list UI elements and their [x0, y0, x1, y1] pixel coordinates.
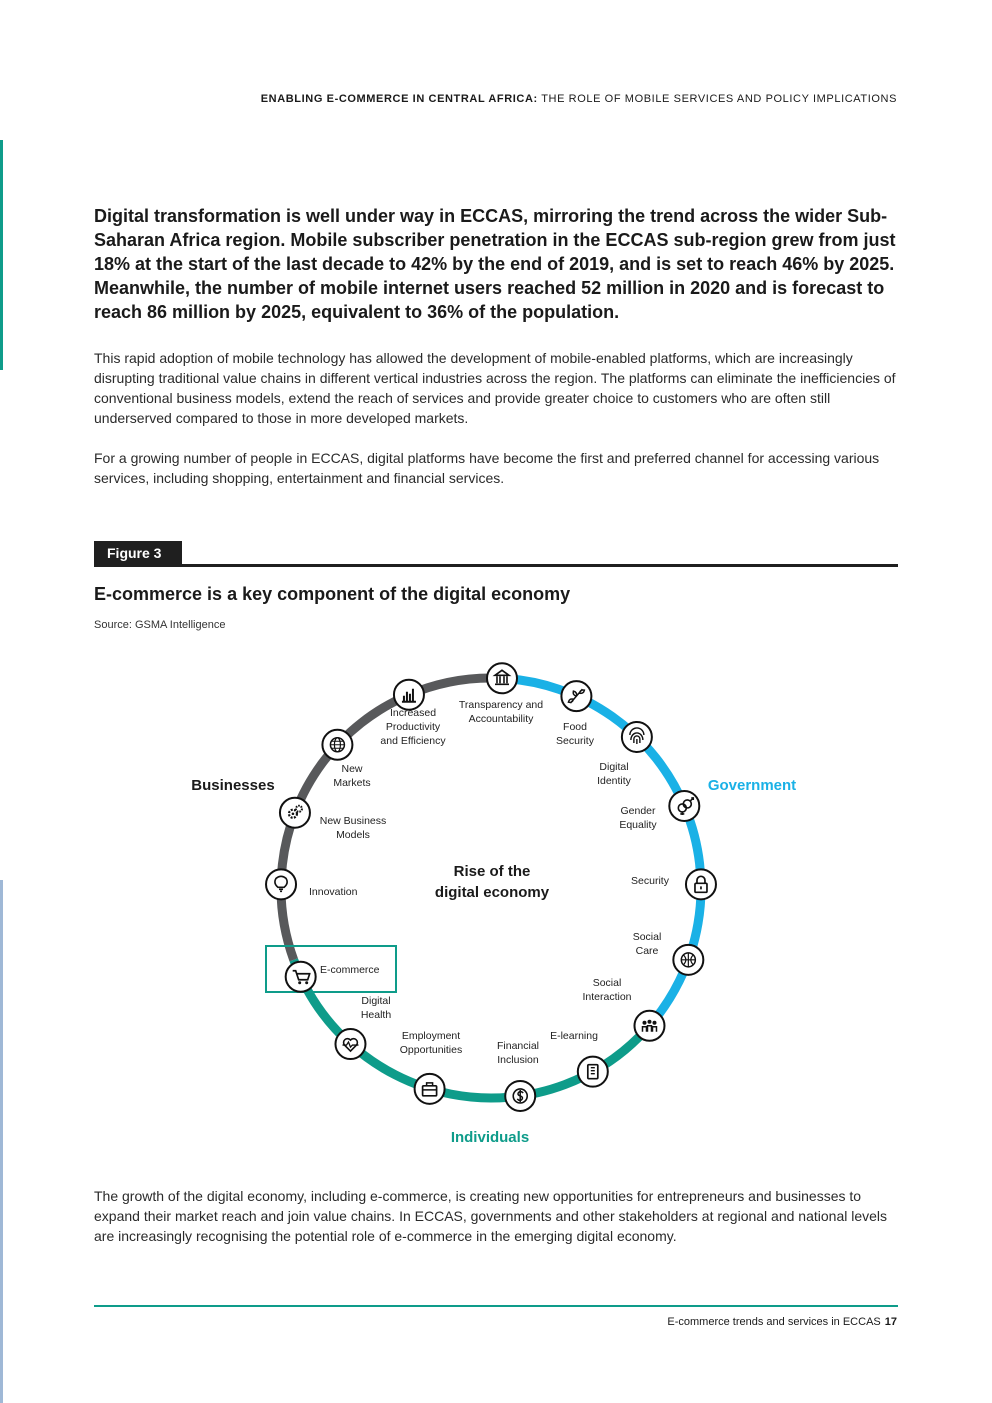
node-label	[459, 699, 543, 725]
node-transparency-and-accountability	[459, 663, 543, 725]
node-innovation	[266, 869, 358, 899]
figure-tag: Figure 3	[94, 541, 182, 566]
node-label	[631, 875, 670, 887]
center-label-line1: Rise of the	[453, 863, 531, 880]
center-label-line2: digital economy	[434, 884, 550, 901]
figure-source: Source: GSMA Intelligence	[94, 619, 226, 631]
node-label-line: Security	[631, 875, 669, 887]
node-new-business-models	[280, 798, 386, 841]
closing-paragraph: The growth of the digital economy, including e-commerce, is creating new opportunities for entrepreneurs and businesses to expand their market reach and join value chains. In ECCAS, governments and other stakeholders at regional and national levels are increasingly recognising the potential role of e-commerce in the emerging digital economy.	[94, 1188, 888, 1244]
node-label-line: Financial	[496, 1040, 540, 1052]
node-circle	[686, 869, 716, 899]
group-label-individuals: Individuals	[450, 1129, 530, 1146]
node-label-line: Inclusion	[497, 1054, 539, 1066]
node-label-line: Social	[592, 977, 622, 989]
node-label	[582, 977, 631, 1003]
node-label-line: Models	[336, 829, 370, 841]
node-label-line: Health	[360, 1009, 392, 1021]
node-label	[619, 805, 657, 831]
node-label-line: Markets	[333, 777, 371, 789]
node-label	[497, 1040, 539, 1066]
node-label-line: Innovation	[309, 886, 358, 898]
header-title-rest: THE ROLE OF MOBILE SERVICES AND POLICY IMPLICATIONS	[537, 93, 897, 105]
figure-title: E-commerce is a key component of the digital economy	[94, 584, 571, 604]
node-label-line: Employment	[401, 1030, 461, 1042]
node-label-line: Food	[563, 721, 587, 733]
node-circle	[280, 798, 310, 828]
node-label	[320, 815, 387, 841]
node-label-line: Productivity	[385, 721, 441, 733]
page-footer	[667, 1316, 897, 1328]
node-label	[361, 995, 392, 1021]
node-digital-health	[335, 995, 391, 1059]
node-label-line: Digital	[599, 761, 629, 773]
body-paragraph-1: This rapid adoption of mobile technology has allowed the development of mobile-enabled platforms, which are increasingly disrupting traditional value chains in different vertical industries across the region. The platforms can eliminate the inefficiencies of conventional business models, extend the reach of services and provide greater choice to customers who are often still underserved compared to those in more developed markets.	[94, 350, 896, 426]
header-title-bold: ENABLING E-COMMERCE IN CENTRAL AFRICA:	[260, 93, 538, 105]
node-circle	[286, 962, 316, 992]
node-label	[309, 886, 358, 898]
node-label	[556, 721, 595, 747]
body-paragraph-2: For a growing number of people in ECCAS, digital platforms have become the first and preferred channel for accessing various services, including shopping, entertainment and financial services.	[94, 450, 880, 486]
node-label-line: Gender	[620, 805, 656, 817]
page-number: 17	[884, 1316, 897, 1328]
node-label	[320, 964, 380, 976]
node-e-commerce	[286, 962, 380, 992]
node-label-line: Digital	[361, 995, 391, 1007]
node-label-line: Social	[632, 931, 662, 943]
node-label-line: Care	[635, 945, 659, 957]
footer-text: E-commerce trends and services in ECCAS	[667, 1316, 881, 1328]
lead-paragraph: Digital transformation is well under way in ECCAS, mirroring the trend across the wider Sub-Saharan Africa region. Mobile subscriber penetration in the ECCAS sub-region grew from just 18% at the start of the last decade to 42% by the end of 2019, and is set to reach 46% by 2025. Meanwhile, the number of mobile internet users reached 52 million in 2020 and is forecast to reach 86 million by 2025, equivalent to 36% of the population.	[94, 206, 896, 322]
node-circle	[335, 1029, 365, 1059]
node-label	[633, 931, 662, 957]
node-food-security	[556, 681, 595, 747]
government-arc	[502, 678, 701, 1028]
node-label-line: E-commerce	[320, 964, 380, 976]
node-circle	[578, 1057, 608, 1087]
node-label-line: Increased	[389, 707, 437, 719]
node-label-line: Equality	[619, 819, 657, 831]
node-label-line: Transparency and	[458, 699, 544, 711]
node-e-learning	[550, 1030, 608, 1087]
footer-rule	[94, 1305, 898, 1307]
node-label-line: E-learning	[550, 1030, 598, 1042]
node-digital-identity	[597, 722, 652, 787]
people-globe-icon	[681, 953, 695, 967]
node-label-line: Identity	[597, 775, 631, 787]
node-label	[380, 707, 446, 747]
node-circle	[622, 722, 652, 752]
node-circle	[487, 663, 517, 693]
node-label-line: Accountability	[468, 713, 534, 725]
node-label	[333, 763, 370, 789]
node-security	[631, 869, 716, 899]
group-label-businesses: Businesses	[191, 777, 275, 794]
node-label	[597, 761, 632, 787]
node-label-line: Opportunities	[399, 1044, 463, 1056]
node-circle	[415, 1074, 445, 1104]
node-circle	[266, 869, 296, 899]
node-label-line: New	[341, 763, 363, 775]
node-label-line: Security	[556, 735, 594, 747]
node-label	[400, 1030, 462, 1056]
node-label-line: and Efficiency	[380, 735, 446, 747]
node-label	[550, 1030, 598, 1042]
node-label-line: New Business	[319, 815, 387, 827]
group-label-government: Government	[707, 777, 797, 794]
node-label-line: Interaction	[582, 991, 632, 1003]
